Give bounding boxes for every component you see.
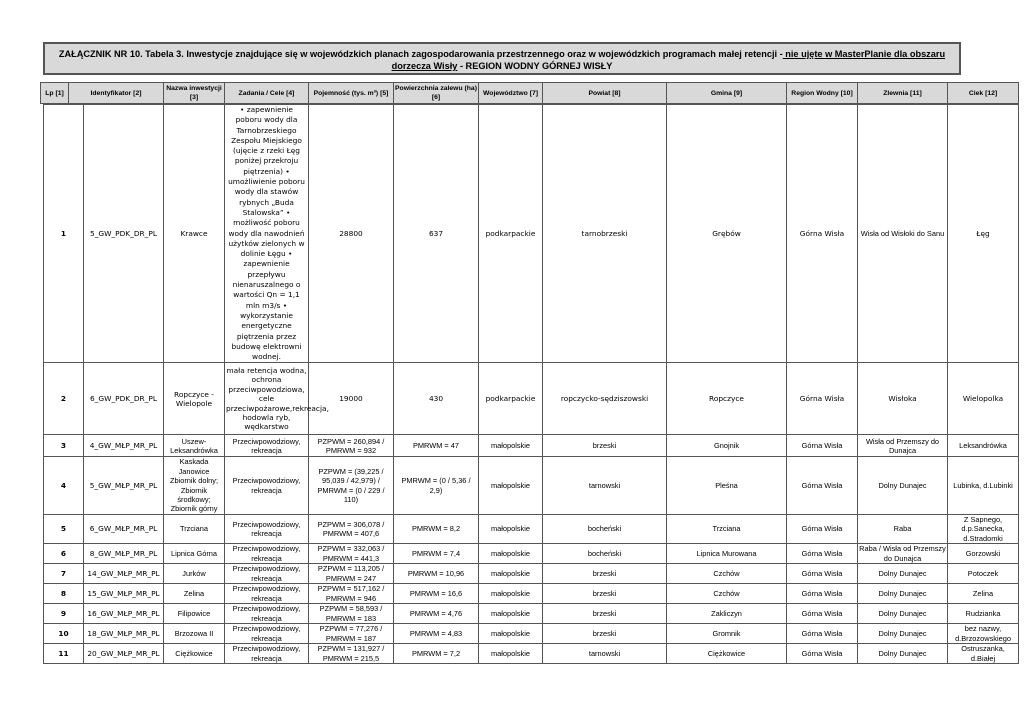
cell-basin: Raba / Wisła od Przemszy do Dunajca	[859, 544, 946, 563]
cell-tasks: mała retencja wodna, ochrona przeciwpowodziowa, cele przeciwpożarowe,rekreacja, hodowla ryb, wędkarstwo	[225, 363, 309, 435]
cell-basin: Dolny Dunajec	[858, 457, 948, 514]
cell-county: brzeski	[543, 564, 667, 584]
cell-name: Brzozowa II	[164, 624, 225, 644]
cell-basin: Wisła od Przemszy do Dunajca	[858, 435, 948, 457]
cell-region: Górna Wisła	[787, 584, 858, 604]
table-row	[44, 604, 1019, 624]
title-underlined: nie ujęte w MasterPlanie dla obszaru dorzecza Wisły	[391, 49, 946, 71]
cell-area: 430	[394, 363, 479, 435]
cell-region: Górna Wisła	[787, 105, 858, 363]
cell-identifier: 16_GW_MŁP_MR_PL	[84, 604, 164, 624]
cell-name: Jurków	[164, 564, 225, 584]
cell-area: PMRWM = 4,83	[394, 624, 479, 644]
cell-commune: Gromnik	[667, 624, 787, 644]
cell-identifier: 8_GW_MŁP_MR_PL	[84, 544, 164, 564]
cell-river: Gorzowski	[948, 544, 1019, 564]
cell-lp: 4	[44, 457, 84, 514]
cell-tasks: Przeciwpowodziowy, rekreacja	[225, 624, 309, 644]
investments-table	[43, 104, 1019, 664]
cell-capacity: PZPWM = 517,162 / PMRWM = 946	[309, 584, 394, 604]
table-row	[44, 564, 1019, 584]
cell-voivodeship: małopolskie	[479, 624, 543, 644]
cell-region: Górna Wisła	[787, 604, 858, 624]
cell-region: Górna Wisła	[787, 435, 858, 457]
cell-commune: Zakliczyn	[667, 604, 787, 624]
cell-region: Górna Wisła	[787, 457, 858, 514]
cell-capacity: 28800	[309, 105, 394, 363]
cell-commune: Lipnica Murowana	[667, 544, 787, 564]
cell-commune: Trzciana	[667, 514, 787, 543]
cell-county: brzeski	[543, 584, 667, 604]
cell-river: Zelina	[948, 584, 1019, 604]
header-area: Powierzchnia zalewu (ha) [6]	[394, 83, 479, 104]
cell-commune: Ropczyce	[667, 363, 787, 435]
table-row	[44, 514, 1019, 543]
cell-county: brzeski	[543, 604, 667, 624]
cell-lp: 5	[44, 514, 84, 543]
header-county: Powiat [8]	[543, 83, 667, 104]
cell-basin: Dolny Dunajec	[858, 584, 948, 604]
header-region: Region Wodny [10]	[787, 83, 858, 104]
page-title	[43, 42, 961, 75]
cell-name: Uszew-Leksandrówka	[164, 435, 225, 457]
cell-lp: 11	[44, 644, 84, 664]
cell-voivodeship: małopolskie	[479, 564, 543, 584]
cell-lp: 3	[44, 435, 84, 457]
cell-name: Filipowice	[164, 604, 225, 624]
cell-river: Wielopolka	[948, 363, 1019, 435]
cell-voivodeship: podkarpackie	[479, 105, 543, 363]
cell-tasks: Przeciwpowodziowy, rekreacja	[225, 544, 309, 564]
cell-lp: 9	[44, 604, 84, 624]
table-row	[44, 544, 1019, 564]
cell-basin: Wisłoka	[858, 363, 948, 435]
cell-capacity: PZPWM = 306,078 / PMRWM = 407,6	[309, 514, 394, 543]
cell-capacity: PZPWM = 58,593 / PMRWM = 183	[309, 604, 394, 624]
cell-area: PMRWM = 7,2	[394, 644, 479, 664]
cell-county: ropczycko-sędziszowski	[543, 363, 667, 435]
cell-lp: 2	[44, 363, 84, 435]
cell-area: 637	[394, 105, 479, 363]
cell-name: Kaskada Janowice Zbiornik dolny; Zbiornik środkowy; Zbiornik górny	[164, 457, 225, 514]
cell-capacity: PZPWM = 113,205 / PMRWM = 247	[309, 564, 394, 584]
cell-county: tarnowski	[543, 644, 667, 664]
cell-tasks: Przeciwpowodziowy, rekreacja	[225, 644, 309, 664]
cell-river: bez nazwy, d.Brzozowskiego	[948, 624, 1019, 644]
cell-identifier: 5_GW_PDK_DR_PL	[84, 105, 164, 363]
header-river: Ciek [12]	[948, 83, 1019, 104]
cell-commune: Pleśna	[667, 457, 787, 514]
cell-capacity: PZPWM = 77,276 / PMRWM = 187	[309, 624, 394, 644]
cell-capacity: 19000	[309, 363, 394, 435]
cell-river: Leksandrówka	[948, 435, 1019, 457]
cell-identifier: 15_GW_MŁP_MR_PL	[84, 584, 164, 604]
cell-region: Górna Wisła	[787, 644, 858, 664]
cell-tasks: Przeciwpowodziowy, rekreacja	[225, 514, 309, 543]
cell-voivodeship: małopolskie	[479, 435, 543, 457]
cell-region: Górna Wisła	[787, 514, 858, 543]
cell-area: PMRWM = (0 / 5,36 / 2,9)	[394, 457, 479, 514]
cell-region: Górna Wisła	[787, 544, 858, 564]
cell-identifier: 6_GW_MŁP_MR_PL	[84, 514, 164, 543]
header-id: Identyfikator [2]	[69, 83, 164, 104]
cell-name: Trzciana	[164, 514, 225, 543]
cell-lp: 1	[44, 105, 84, 363]
cell-river: Potoczek	[948, 564, 1019, 584]
cell-commune: Czchów	[667, 584, 787, 604]
cell-area: PMRWM = 47	[394, 435, 479, 457]
cell-river: Ostruszanka, d.Białej	[948, 644, 1019, 664]
cell-commune: Czchów	[667, 564, 787, 584]
cell-county: bocheński	[543, 544, 667, 564]
cell-tasks: Przeciwpowodziowy, rekreacja	[225, 564, 309, 584]
cell-commune: Grębów	[667, 105, 787, 363]
cell-region: Górna Wisła	[787, 564, 858, 584]
table-row	[44, 435, 1019, 457]
cell-basin: Wisła od Wisłoki do Sanu	[858, 105, 948, 363]
cell-basin: Dolny Dunajec	[858, 644, 948, 664]
cell-identifier: 4_GW_MŁP_MR_PL	[84, 435, 164, 457]
cell-voivodeship: małopolskie	[479, 604, 543, 624]
cell-tasks: Przeciwpowodziowy, rekreacja	[225, 435, 309, 457]
header-tasks: Zadania / Cele [4]	[225, 83, 309, 104]
cell-county: bocheński	[543, 514, 667, 543]
cell-basin: Raba	[858, 514, 948, 543]
cell-river: Lubinka, d.Lubinki	[948, 457, 1019, 514]
cell-voivodeship: podkarpackie	[479, 363, 543, 435]
cell-name: Ropczyce - Wielopole	[164, 363, 225, 435]
cell-area: PMRWM = 16,6	[394, 584, 479, 604]
cell-tasks: Przeciwpowodziowy, rekreacja	[225, 604, 309, 624]
cell-area: PMRWM = 8,2	[394, 514, 479, 543]
cell-name: Krawce	[164, 105, 225, 363]
cell-capacity: PZPWM = 332,063 / PMRWM = 441,3	[309, 544, 394, 564]
cell-lp: 7	[44, 564, 84, 584]
cell-lp: 8	[44, 584, 84, 604]
cell-commune: Ciężkowice	[667, 644, 787, 664]
cell-area: PMRWM = 10,96	[394, 564, 479, 584]
cell-name: Ciężkowice	[164, 644, 225, 664]
cell-identifier: 6_GW_PDK_DR_PL	[84, 363, 164, 435]
title-region: - REGION WODNY GÓRNEJ WISŁY	[457, 61, 613, 71]
header-voivodeship: Województwo [7]	[479, 83, 543, 104]
cell-identifier: 5_GW_MŁP_MR_PL	[84, 457, 164, 514]
cell-capacity: PZPWM = 131,927 / PMRWM = 215,5	[309, 644, 394, 664]
table-row	[44, 584, 1019, 604]
cell-capacity: PZPWM = 260,894 / PMRWM = 932	[309, 435, 394, 457]
cell-river: Łęg	[948, 105, 1019, 363]
cell-county: tarnobrzeski	[543, 105, 667, 363]
cell-region: Górna Wisła	[787, 363, 858, 435]
header-name: Nazwa inwestycji [3]	[164, 83, 225, 104]
table-row	[44, 105, 1019, 363]
cell-river: Rudzianka	[948, 604, 1019, 624]
cell-basin: Dolny Dunajec	[858, 564, 948, 584]
cell-voivodeship: małopolskie	[479, 544, 543, 564]
cell-identifier: 20_GW_MŁP_MR_PL	[84, 644, 164, 664]
cell-capacity: PZPWM = (39,225 / 95,039 / 42,979) / PMRWM = (0 / 229 / 110)	[309, 457, 394, 514]
cell-region: Górna Wisła	[787, 624, 858, 644]
cell-commune: Gnojnik	[667, 435, 787, 457]
title-main: ZAŁĄCZNIK NR 10. Tabela 3. Inwestycje znajdujące się w wojewódzkich planach zagospodarowania przestrzennego oraz w wojewódzkich programach małej retencji -	[58, 49, 783, 59]
cell-voivodeship: małopolskie	[479, 584, 543, 604]
cell-name: Lipnica Górna	[164, 544, 225, 564]
header-basin: Zlewnia [11]	[858, 83, 948, 104]
cell-area: PMRWM = 7,4	[394, 544, 479, 564]
table-row	[44, 457, 1019, 514]
cell-tasks: Przeciwpowodziowy, rekreacja	[225, 457, 309, 514]
cell-identifier: 18_GW_MŁP_MR_PL	[84, 624, 164, 644]
cell-voivodeship: małopolskie	[479, 514, 543, 543]
cell-county: tarnowski	[543, 457, 667, 514]
table-row	[44, 644, 1019, 664]
table-row	[44, 363, 1019, 435]
cell-basin: Dolny Dunajec	[858, 604, 948, 624]
cell-lp: 10	[44, 624, 84, 644]
cell-county: brzeski	[543, 435, 667, 457]
cell-lp: 6	[44, 544, 84, 564]
header-commune: Gmina [9]	[667, 83, 787, 104]
table-row	[44, 624, 1019, 644]
cell-voivodeship: małopolskie	[479, 644, 543, 664]
cell-tasks: Przeciwpowodziowy, rekreacja	[225, 584, 309, 604]
table-header	[40, 82, 1019, 104]
cell-voivodeship: małopolskie	[479, 457, 543, 514]
cell-name: Zelina	[164, 584, 225, 604]
cell-tasks: • zapewnienie poboru wody dla Tarnobrzeskiego Zespołu Miejskiego (ujęcie z rzeki Łęg poniżej przekroju piętrzenia) • umożliwienie poboru wody dla stawów rybnych „Buda Stalowska” • możliwość poboru wody dla nawodnień użytków zielonych w dolinie Łęgu • zapewnienie przepływu nienaruszalnego o wartości Qn = 1,1 mln m3/s • wykorzystanie energetyczne piętrzenia przez budowę elektrowni wodnej.	[225, 105, 309, 363]
cell-river: Z Sapnego, d.p.Sanecka, d.Stradomki	[948, 514, 1019, 543]
cell-basin: Dolny Dunajec	[858, 624, 948, 644]
cell-identifier: 14_GW_MŁP_MR_PL	[84, 564, 164, 584]
cell-county: brzeski	[543, 624, 667, 644]
header-lp: Lp [1]	[41, 83, 69, 104]
header-capacity: Pojemność (tys. m³) [5]	[309, 83, 394, 104]
cell-area: PMRWM = 4,76	[394, 604, 479, 624]
